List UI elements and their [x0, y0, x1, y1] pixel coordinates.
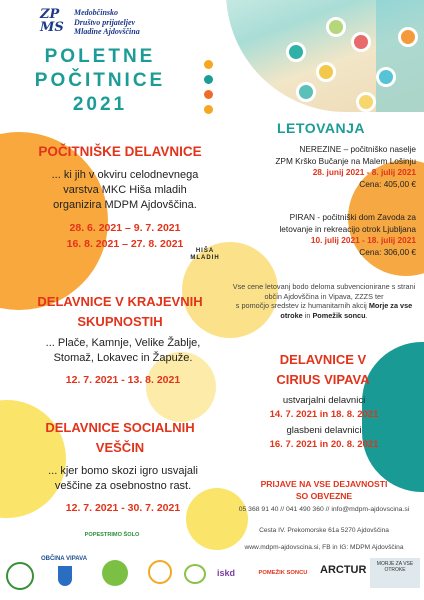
text-line: ... ki jih v okviru celodnevnega: [51, 169, 199, 181]
note-line: [226, 311, 422, 321]
org-name: [74, 8, 140, 37]
heading-line: DELAVNICE SOCIALNIH: [45, 420, 195, 435]
subvention-note: [226, 282, 422, 320]
org-name-line: Medobčinsko: [74, 8, 118, 17]
org-name-line: Društvo prijateljev: [74, 17, 136, 27]
section-heading-socialne: [14, 418, 226, 458]
text-line: veščine za osebnostno rast.: [54, 480, 192, 492]
heading-line: VEŠČIN: [95, 440, 145, 455]
sun-logo-icon: [148, 560, 172, 584]
hisa-mladih-logo: [184, 248, 226, 270]
contact-info[interactable]: 05 368 91 40 // 041 490 360 // info@mdpm-ajdovscina.si: [238, 506, 410, 513]
piran-price: Cena: 306,00 €: [359, 246, 416, 257]
note-text: s pomočjo sredstev iz humanitarnih akcij: [235, 301, 369, 310]
note-text: in: [302, 310, 313, 320]
text-line: organizira MDPM Ajdovščina.: [53, 199, 197, 211]
page-title-line2: POČITNICE: [34, 70, 166, 91]
text-line: ... kjer bomo skozi igro usvajali: [48, 465, 198, 477]
zdravstvo-logo-icon: [102, 560, 128, 586]
text-line: Stomaž, Lokavec in Žapuže.: [53, 352, 193, 364]
note-line: [226, 301, 422, 311]
web-social[interactable]: www.mdpm-ajdovscina.si, FB in IG: MDPM Ajdovščina: [244, 544, 404, 551]
section-text-krajevne: [16, 336, 230, 366]
cirius-details: [232, 394, 416, 452]
beach-photo: [226, 0, 424, 112]
vipava-crest-icon: [58, 566, 72, 586]
note-line: občin Ajdovščina in Vipava, ZZZS ter: [264, 291, 384, 301]
piran-subtitle: letovanje in rekreacijo otrok Ljubljana: [279, 223, 416, 234]
heading-line: DELAVNICE V KRAJEVNIH: [37, 294, 203, 309]
child-logo-icon: [184, 564, 206, 584]
heading-line: SKUPNOSTIH: [77, 314, 163, 329]
registration-notice: [226, 478, 422, 502]
morje-za-vse-logo: MORJE ZA VSE OTROKE: [370, 558, 420, 588]
iskd-logo: iskd: [216, 568, 235, 578]
heading-line: CIRIUS VIPAVA: [276, 372, 370, 387]
section-date-krajevne: 12. 7. 2021 - 13. 8. 2021: [65, 374, 181, 386]
org-name-line: Mladine Ajdovščina: [74, 27, 140, 36]
popestrimo-logo: POPESTRIMO ŠOLO: [84, 532, 140, 538]
org-badge-logo: [6, 562, 34, 590]
nerezine-price: Cena: 405,00 €: [359, 178, 416, 189]
date-line: 16. 8. 2021 – 27. 8. 2021: [66, 238, 184, 250]
nerezine-subtitle: ZPM Krško Bučanje na Malem Lošinju: [275, 155, 416, 166]
note-text: .: [365, 310, 368, 320]
logo-text: MLADIH: [190, 255, 220, 261]
section-date-socialne: 12. 7. 2021 - 30. 7. 2021: [65, 502, 181, 514]
note-highlight: Morje za vse: [368, 301, 413, 310]
pomezik-soncu-logo: POMEŽIK SONCU: [258, 570, 308, 576]
logo-text: HIŠA: [195, 248, 215, 254]
nerezine-date: 28. junij 2021 - 8. julij 2021: [312, 167, 416, 177]
heading-line: DELAVNICE V: [279, 352, 367, 367]
note-line: Vse cene letovanj bodo deloma subvencionirane s strani: [232, 282, 416, 291]
date-line: 28. 6. 2021 – 9. 7. 2021: [69, 222, 181, 234]
obcina-vipava-logo: OBČINA VIPAVA: [40, 556, 88, 562]
registration-line: SO OBVEZNE: [295, 491, 353, 501]
registration-line: PRIJAVE NA VSE DEJAVNOSTI: [260, 479, 388, 489]
page-title-line1: POLETNE: [44, 46, 156, 67]
section-heading-cirius: [238, 350, 408, 390]
section-text-pocitniske: [20, 168, 230, 213]
piran-title: PIRAN - počitniški dom Zavoda za: [289, 212, 416, 222]
cirius-date2: 16. 7. 2021 in 20. 8. 2021: [269, 439, 379, 450]
cirius-sub1: ustvarjalni delavnici: [282, 395, 366, 406]
note-highlight: Pomežik soncu: [312, 310, 366, 320]
piran-date: 10. julij 2021 - 18. julij 2021: [310, 235, 416, 245]
cirius-date1: 14. 7. 2021 in 18. 8. 2021: [269, 409, 379, 420]
cirius-sub2: glasbeni delavnici: [286, 425, 362, 436]
section-heading-letovanja: LETOVANJA: [277, 120, 365, 136]
section-heading-pocitniske: POČITNIŠKE DELAVNICE: [38, 144, 202, 159]
text-line: ... Plače, Kamnje, Velike Žablje,: [45, 337, 201, 349]
arctur-logo: ARCTUR: [320, 564, 367, 576]
page-title-year: 2021: [72, 94, 128, 115]
section-text-socialne: [16, 464, 230, 494]
text-line: varstva MKC Hiša mladih: [63, 184, 187, 196]
address: Cesta IV. Prekomorske 61a 5270 Ajdovščina: [259, 527, 389, 534]
note-highlight: otroke: [280, 310, 303, 320]
org-logo: ZP MS: [40, 7, 64, 35]
piran-block: [228, 212, 416, 258]
section-heading-krajevne: [14, 292, 226, 332]
nerezine-title: NEREZINE – počitniško naselje: [299, 144, 416, 154]
nerezine-block: [228, 144, 416, 190]
